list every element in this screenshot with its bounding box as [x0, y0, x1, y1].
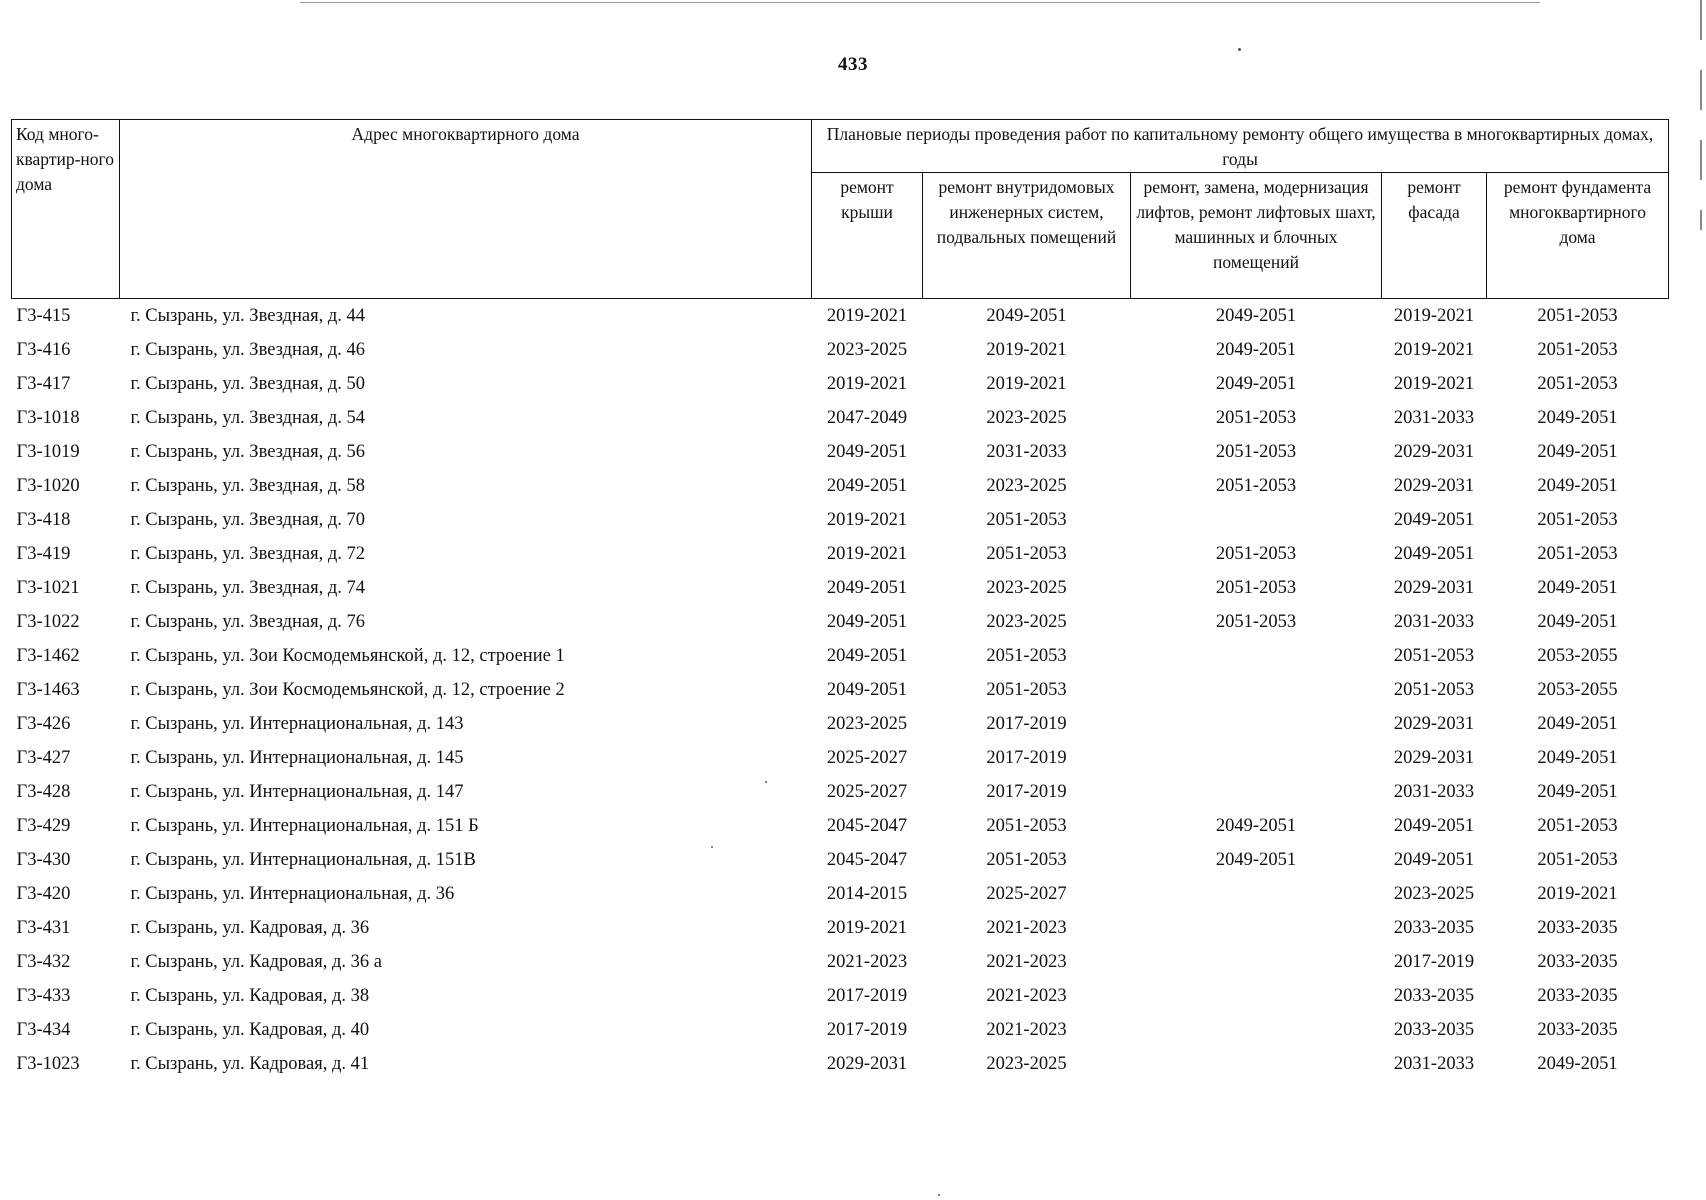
table-row — [12, 1013, 1669, 1047]
cell-lifts: 2049-2051 — [1215, 340, 1297, 360]
page-number: 433 — [838, 54, 868, 75]
cell-foundation: 2049-2051 — [1537, 782, 1618, 802]
cell-address: г. Сызрань, ул. Кадровая, д. 38 — [130, 986, 370, 1006]
scan-speck — [938, 1194, 940, 1196]
cell-lifts — [1131, 639, 1382, 673]
cell-code: Г3-433 — [16, 986, 71, 1006]
cell-facade: 2029-2031 — [1393, 476, 1475, 496]
cell-roof: 2019-2021 — [826, 544, 908, 564]
cell-foundation: 2051-2053 — [1537, 850, 1618, 870]
cell-address: г. Сызрань, ул. Звездная, д. 56 — [130, 442, 366, 462]
cell-facade: 2023-2025 — [1393, 884, 1475, 904]
cell-facade: 2051-2053 — [1393, 680, 1475, 700]
repair-schedule-table — [11, 119, 1669, 1081]
cell-roof: 2049-2051 — [826, 612, 908, 632]
cell-roof: 2045-2047 — [826, 850, 908, 870]
cell-roof: 2049-2051 — [826, 646, 908, 666]
cell-systems: 2023-2025 — [986, 408, 1067, 428]
cell-code: Г3-428 — [16, 782, 71, 802]
cell-lifts — [1131, 911, 1382, 945]
cell-address: г. Сызрань, ул. Звездная, д. 54 — [130, 408, 366, 428]
cell-systems: 2023-2025 — [986, 1054, 1067, 1074]
cell-roof: 2025-2027 — [826, 782, 908, 802]
cell-facade: 2019-2021 — [1393, 306, 1475, 326]
cell-roof: 2019-2021 — [826, 510, 908, 530]
table-row — [12, 843, 1669, 877]
cell-address: г. Сызрань, ул. Звездная, д. 74 — [130, 578, 366, 598]
cell-systems: 2017-2019 — [986, 782, 1067, 802]
cell-roof: 2023-2025 — [826, 340, 908, 360]
cell-roof: 2017-2019 — [826, 1020, 908, 1040]
cell-code: Г3-426 — [16, 714, 71, 734]
cell-lifts: 2049-2051 — [1215, 850, 1297, 870]
table-row — [12, 435, 1669, 469]
cell-lifts — [1131, 1013, 1382, 1047]
cell-address: г. Сызрань, ул. Интернациональная, д. 143 — [130, 714, 464, 734]
scan-speck — [765, 781, 767, 783]
header-row-top — [12, 120, 1669, 173]
cell-address: г. Сызрань, ул. Звездная, д. 76 — [130, 612, 366, 632]
cell-roof: 2049-2051 — [826, 578, 908, 598]
table-row — [12, 333, 1669, 367]
table-row — [12, 877, 1669, 911]
cell-systems: 2051-2053 — [986, 816, 1067, 836]
cell-systems: 2051-2053 — [986, 680, 1067, 700]
cell-address: г. Сызрань, ул. Звездная, д. 72 — [130, 544, 366, 564]
cell-lifts — [1131, 945, 1382, 979]
cell-systems: 2051-2053 — [986, 544, 1067, 564]
cell-code: Г3-430 — [16, 850, 71, 870]
header-systems: ремонт внутридомовых инженерных систем, подвальных помещений — [923, 173, 1131, 299]
cell-foundation: 2051-2053 — [1537, 306, 1618, 326]
cell-systems: 2019-2021 — [986, 374, 1067, 394]
right-scan-marks — [1700, 0, 1702, 230]
cell-foundation: 2051-2053 — [1537, 510, 1618, 530]
cell-code: Г3-1020 — [16, 476, 80, 496]
cell-lifts: 2051-2053 — [1215, 578, 1297, 598]
cell-foundation: 2051-2053 — [1537, 374, 1618, 394]
cell-systems: 2051-2053 — [986, 510, 1067, 530]
table-row — [12, 741, 1669, 775]
top-scan-rule — [300, 2, 1540, 3]
cell-roof: 2049-2051 — [826, 442, 908, 462]
cell-facade: 2051-2053 — [1393, 646, 1475, 666]
table-row — [12, 367, 1669, 401]
cell-foundation: 2053-2055 — [1537, 680, 1618, 700]
cell-systems: 2023-2025 — [986, 612, 1067, 632]
table-row — [12, 605, 1669, 639]
cell-code: Г3-432 — [16, 952, 71, 972]
table-row — [12, 1047, 1669, 1081]
cell-code: Г3-419 — [16, 544, 71, 564]
table-row — [12, 809, 1669, 843]
table-row — [12, 503, 1669, 537]
cell-systems: 2025-2027 — [986, 884, 1067, 904]
cell-foundation: 2051-2053 — [1537, 816, 1618, 836]
cell-address: г. Сызрань, ул. Кадровая, д. 36 а — [130, 952, 382, 972]
cell-facade: 2029-2031 — [1393, 748, 1475, 768]
table-row — [12, 571, 1669, 605]
cell-foundation: 2033-2035 — [1537, 952, 1618, 972]
cell-code: Г3-1462 — [16, 646, 80, 666]
header-roof: ремонт крыши — [812, 173, 923, 299]
cell-systems: 2017-2019 — [986, 714, 1067, 734]
table-row — [12, 775, 1669, 809]
cell-code: Г3-431 — [16, 918, 71, 938]
cell-code: Г3-1022 — [16, 612, 80, 632]
table-row — [12, 707, 1669, 741]
header-address: Адрес многоквартирного дома — [120, 120, 812, 299]
cell-code: Г3-1018 — [16, 408, 80, 428]
cell-code: Г3-429 — [16, 816, 71, 836]
cell-systems: 2019-2021 — [986, 340, 1067, 360]
cell-facade: 2049-2051 — [1393, 544, 1475, 564]
cell-foundation: 2049-2051 — [1537, 748, 1618, 768]
cell-lifts — [1131, 979, 1382, 1013]
cell-facade: 2049-2051 — [1393, 510, 1475, 530]
cell-roof: 2045-2047 — [826, 816, 908, 836]
cell-address: г. Сызрань, ул. Интернациональная, д. 36 — [130, 884, 455, 904]
cell-address: г. Сызрань, ул. Интернациональная, д. 151 Б — [130, 816, 479, 836]
cell-lifts: 2051-2053 — [1215, 408, 1297, 428]
table-header — [12, 120, 1669, 299]
cell-lifts — [1131, 673, 1382, 707]
cell-roof: 2047-2049 — [826, 408, 908, 428]
cell-foundation: 2049-2051 — [1537, 714, 1618, 734]
cell-address: г. Сызрань, ул. Интернациональная, д. 145 — [130, 748, 464, 768]
cell-address: г. Сызрань, ул. Интернациональная, д. 151В — [130, 850, 476, 870]
cell-code: Г3-1023 — [16, 1054, 80, 1074]
cell-roof: 2019-2021 — [826, 918, 908, 938]
cell-foundation: 2033-2035 — [1537, 1020, 1618, 1040]
cell-code: Г3-1021 — [16, 578, 80, 598]
cell-facade: 2049-2051 — [1393, 816, 1475, 836]
cell-facade: 2031-2033 — [1393, 782, 1475, 802]
cell-lifts — [1131, 741, 1382, 775]
cell-systems: 2021-2023 — [986, 918, 1067, 938]
cell-code: Г3-417 — [16, 374, 71, 394]
cell-facade: 2049-2051 — [1393, 850, 1475, 870]
cell-roof: 2019-2021 — [826, 306, 908, 326]
cell-systems: 2031-2033 — [986, 442, 1067, 462]
cell-foundation: 2049-2051 — [1537, 476, 1618, 496]
cell-lifts — [1131, 775, 1382, 809]
table-row — [12, 945, 1669, 979]
cell-code: Г3-420 — [16, 884, 71, 904]
cell-roof: 2021-2023 — [826, 952, 908, 972]
cell-facade: 2031-2033 — [1393, 1054, 1475, 1074]
cell-code: Г3-1019 — [16, 442, 80, 462]
cell-code: Г3-418 — [16, 510, 71, 530]
cell-systems: 2021-2023 — [986, 1020, 1067, 1040]
cell-code: Г3-416 — [16, 340, 71, 360]
cell-roof: 2049-2051 — [826, 476, 908, 496]
cell-roof: 2049-2051 — [826, 680, 908, 700]
cell-address: г. Сызрань, ул. Зои Космодемьянской, д. 12, строение 1 — [130, 646, 565, 666]
cell-address: г. Сызрань, ул. Интернациональная, д. 147 — [130, 782, 464, 802]
cell-facade: 2033-2035 — [1393, 918, 1475, 938]
cell-systems: 2049-2051 — [986, 306, 1067, 326]
cell-foundation: 2051-2053 — [1537, 544, 1618, 564]
cell-foundation: 2049-2051 — [1537, 408, 1618, 428]
cell-lifts — [1131, 503, 1382, 537]
cell-facade: 2029-2031 — [1393, 442, 1475, 462]
cell-facade: 2017-2019 — [1393, 952, 1475, 972]
table-row — [12, 299, 1669, 334]
table-row — [12, 979, 1669, 1013]
cell-roof: 2029-2031 — [826, 1054, 908, 1074]
header-foundation: ремонт фундамента многоквартирного дома — [1487, 173, 1669, 299]
cell-code: Г3-1463 — [16, 680, 80, 700]
table-row — [12, 469, 1669, 503]
cell-lifts: 2049-2051 — [1215, 374, 1297, 394]
table-row — [12, 673, 1669, 707]
cell-systems: 2051-2053 — [986, 850, 1067, 870]
cell-roof: 2017-2019 — [826, 986, 908, 1006]
cell-address: г. Сызрань, ул. Звездная, д. 44 — [130, 306, 366, 326]
cell-systems: 2023-2025 — [986, 578, 1067, 598]
cell-systems: 2017-2019 — [986, 748, 1067, 768]
cell-address: г. Сызрань, ул. Зои Космодемьянской, д. 12, строение 2 — [130, 680, 565, 700]
table-row — [12, 639, 1669, 673]
table-row — [12, 911, 1669, 945]
table-row — [12, 537, 1669, 571]
cell-code: Г3-427 — [16, 748, 71, 768]
cell-facade: 2033-2035 — [1393, 1020, 1475, 1040]
cell-lifts: 2049-2051 — [1215, 306, 1297, 326]
table-row — [12, 401, 1669, 435]
cell-code: Г3-415 — [16, 306, 71, 326]
cell-roof: 2023-2025 — [826, 714, 908, 734]
cell-systems: 2051-2053 — [986, 646, 1067, 666]
cell-lifts: 2051-2053 — [1215, 442, 1297, 462]
cell-address: г. Сызрань, ул. Кадровая, д. 40 — [130, 1020, 370, 1040]
cell-address: г. Сызрань, ул. Звездная, д. 58 — [130, 476, 366, 496]
cell-lifts: 2051-2053 — [1215, 612, 1297, 632]
cell-facade: 2019-2021 — [1393, 374, 1475, 394]
cell-roof: 2019-2021 — [826, 374, 908, 394]
scan-speck — [711, 846, 713, 848]
cell-lifts: 2049-2051 — [1215, 816, 1297, 836]
scan-speck — [1238, 48, 1241, 51]
cell-code: Г3-434 — [16, 1020, 71, 1040]
cell-facade: 2029-2031 — [1393, 714, 1475, 734]
cell-foundation: 2051-2053 — [1537, 340, 1618, 360]
header-code: Код много-квартир-ного дома — [12, 120, 120, 299]
cell-address: г. Сызрань, ул. Звездная, д. 50 — [130, 374, 366, 394]
cell-address: г. Сызрань, ул. Кадровая, д. 36 — [130, 918, 370, 938]
header-facade: ремонт фасада — [1382, 173, 1487, 299]
cell-address: г. Сызрань, ул. Звездная, д. 70 — [130, 510, 366, 530]
cell-foundation: 2049-2051 — [1537, 612, 1618, 632]
cell-address: г. Сызрань, ул. Кадровая, д. 41 — [130, 1054, 370, 1074]
cell-facade: 2031-2033 — [1393, 612, 1475, 632]
header-periods-group: Плановые периоды проведения работ по капитальному ремонту общего имущества в многоквартирных домах, годы — [812, 120, 1669, 173]
cell-address: г. Сызрань, ул. Звездная, д. 46 — [130, 340, 366, 360]
cell-foundation: 2049-2051 — [1537, 442, 1618, 462]
cell-lifts — [1131, 877, 1382, 911]
cell-foundation: 2019-2021 — [1537, 884, 1618, 904]
cell-facade: 2031-2033 — [1393, 408, 1475, 428]
cell-facade: 2029-2031 — [1393, 578, 1475, 598]
cell-foundation: 2049-2051 — [1537, 578, 1618, 598]
cell-lifts: 2051-2053 — [1215, 544, 1297, 564]
cell-foundation: 2053-2055 — [1537, 646, 1618, 666]
cell-facade: 2033-2035 — [1393, 986, 1475, 1006]
cell-systems: 2021-2023 — [986, 986, 1067, 1006]
cell-foundation: 2049-2051 — [1537, 1054, 1618, 1074]
cell-lifts: 2051-2053 — [1215, 476, 1297, 496]
cell-foundation: 2033-2035 — [1537, 918, 1618, 938]
cell-systems: 2023-2025 — [986, 476, 1067, 496]
cell-roof: 2014-2015 — [826, 884, 908, 904]
header-lifts: ремонт, замена, модернизация лифтов, ремонт лифтовых шахт, машинных и блочных помещений — [1131, 173, 1382, 299]
table-body — [12, 299, 1669, 1082]
cell-lifts — [1131, 1047, 1382, 1081]
cell-lifts — [1131, 707, 1382, 741]
cell-roof: 2025-2027 — [826, 748, 908, 768]
cell-foundation: 2033-2035 — [1537, 986, 1618, 1006]
cell-facade: 2019-2021 — [1393, 340, 1475, 360]
cell-systems: 2021-2023 — [986, 952, 1067, 972]
